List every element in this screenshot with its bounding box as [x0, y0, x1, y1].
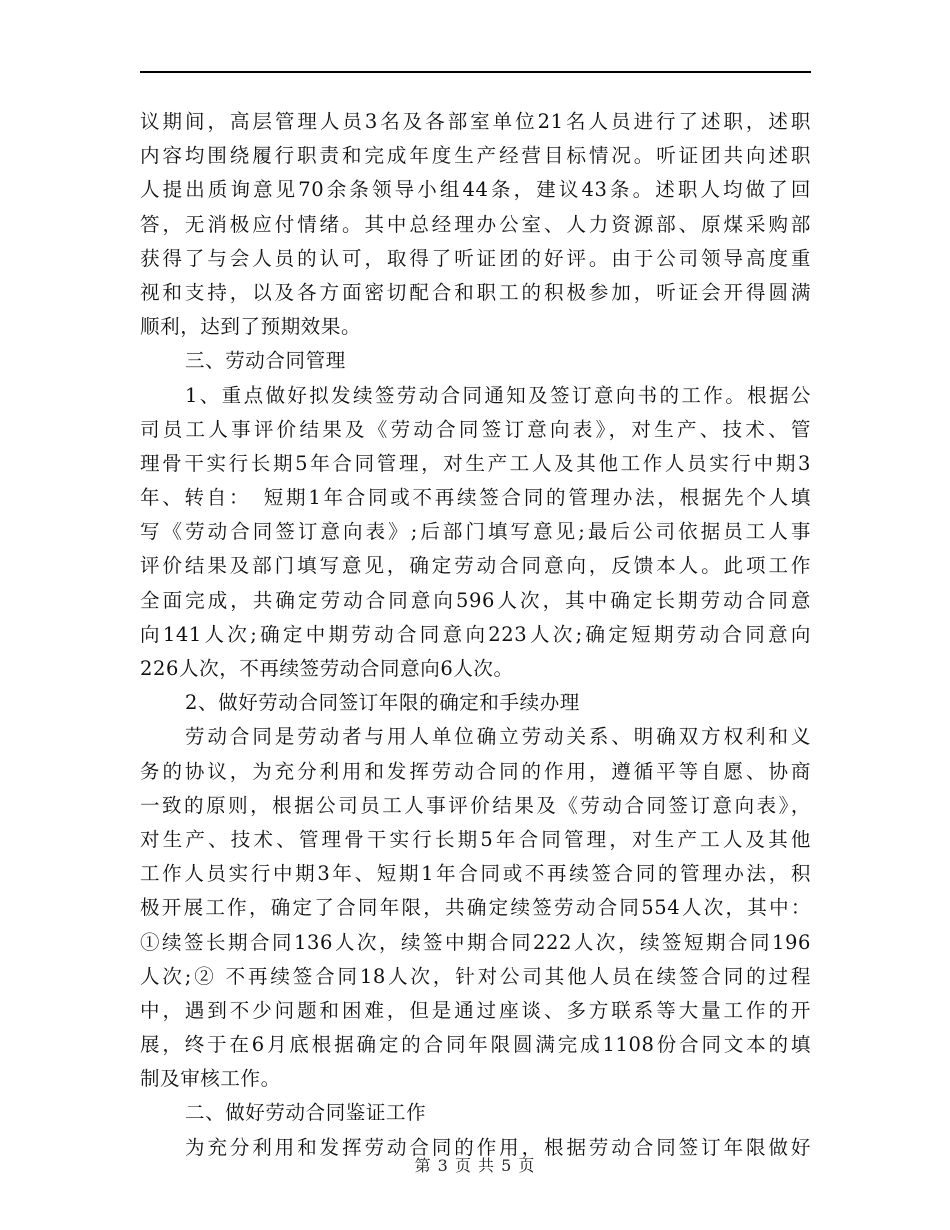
- text-line: 226人次，不再续签劳动合同意向6人次。: [140, 657, 514, 680]
- text-line: 议期间，高层管理人员3名及各部室单位21名人员进行了述职，述职: [140, 110, 811, 133]
- text-line: 全面完成，共确定劳动合同意向596人次，其中确定长期劳动合同意: [140, 588, 811, 612]
- text-line: 为充分利用和发挥劳动合同的作用，根据劳动合同签订年限做好: [185, 1135, 811, 1159]
- text-line: 务的协议，为充分利用和发挥劳动合同的作用，遵循平等自愿、协商: [140, 759, 811, 783]
- text-line: 人次;② 不再续签合同18人次，针对公司其他人员在续签合同的过程: [140, 964, 811, 988]
- header-rule: [140, 71, 811, 73]
- text-line: 一致的原则，根据公司员工人事评价结果及《劳动合同签订意向表》，: [140, 793, 811, 817]
- text-line: 司员工人事评价结果及《劳动合同签订意向表》，对生产、技术、管: [140, 417, 811, 441]
- text-line: 中，遇到不少问题和困难，但是通过座谈、多方联系等大量工作的开: [140, 998, 811, 1022]
- subsection-heading: 2、做好劳动合同签订年限的确定和手续办理: [185, 691, 580, 715]
- text-line: 理骨干实行长期5年合同管理，对生产工人及其他工作人员实行中期3: [140, 451, 811, 475]
- text-line: 获得了与会人员的认可，取得了听证团的好评。由于公司领导高度重: [140, 246, 811, 270]
- text-line: 人提出质询意见70余条领导小组44条，建议43条。述职人均做了回: [140, 178, 811, 202]
- text-line: 制及审核工作。: [140, 1067, 281, 1091]
- text-line: 工作人员实行中期3年、短期1年合同或不再续签合同的管理办法，积: [140, 862, 811, 886]
- section-heading: 二、做好劳动合同鉴证工作: [185, 1101, 427, 1125]
- text-line: 答，无消极应付情绪。其中总经理办公室、人力资源部、原煤采购部: [140, 212, 811, 236]
- text-line: 视和支持，以及各方面密切配合和职工的积极参加，听证会开得圆满: [140, 280, 811, 304]
- text-line: 内容均围绕履行职责和完成年度生产经营目标情况。听证团共向述职: [140, 144, 811, 168]
- text-line: 评价结果及部门填写意见，确定劳动合同意向，反馈本人。此项工作: [140, 554, 811, 578]
- text-line: 极开展工作，确定了合同年限，共确定续签劳动合同554人次，其中：: [140, 896, 811, 920]
- text-line: 展，终于在6月底根据确定的合同年限圆满完成1108份合同文本的填: [140, 1033, 811, 1057]
- page-number: 第 3 页 共 5 页: [414, 1156, 536, 1175]
- text-line: ①续签长期合同136人次，续签中期合同222人次，续签短期合同196: [140, 930, 811, 954]
- text-line: 年、转自： 短期1年合同或不再续签合同的管理办法，根据先个人填: [140, 486, 811, 510]
- document-body: [140, 105, 811, 1165]
- text-line: 写《劳动合同签订意向表》;后部门填写意见;最后公司依据员工人事: [140, 520, 811, 544]
- text-line: 顺利，达到了预期效果。: [140, 315, 362, 339]
- text-line: 1、重点做好拟发续签劳动合同通知及签订意向书的工作。根据公: [185, 383, 811, 407]
- text-line: 对生产、技术、管理骨干实行长期5年合同管理，对生产工人及其他: [140, 827, 811, 851]
- text-line: 劳动合同是劳动者与用人单位确立劳动关系、明确双方权利和义: [185, 725, 811, 749]
- text-line: 向141人次;确定中期劳动合同意向223人次;确定短期劳动合同意向: [140, 622, 811, 646]
- section-heading: 三、劳动合同管理: [185, 349, 346, 373]
